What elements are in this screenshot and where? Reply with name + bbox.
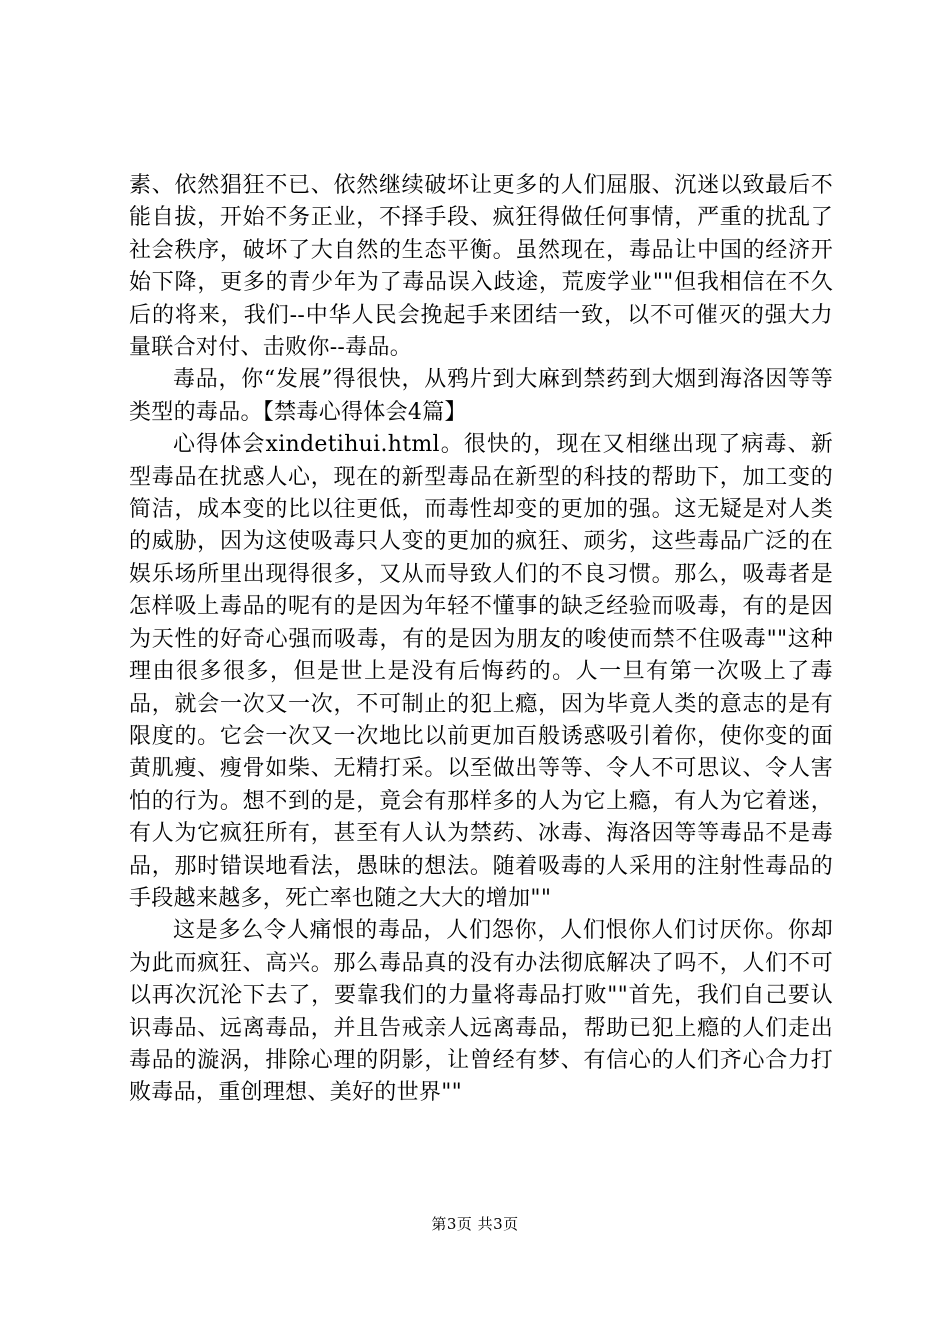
paragraph-1: 素、依然猖狂不已、依然继续破坏让更多的人们屈服、沉迷以致最后不能自拔，开始不务正业，不择手段、疯狂得做任何事情，严重的扰乱了社会秩序，破坏了大自然的生态平衡。虽然现在，毒品让中国的经济开始下降，更多的青少年为了毒品误入歧途，荒废学业""但我相信在不久后的将来，我们--中华人民会挽起手来团结一致，以不可催灭的强大力量联合对付、击败你--毒品。 xyxy=(129,173,833,361)
paragraph-4: 这是多么令人痛恨的毒品，人们怨你，人们恨你人们讨厌你。你却为此而疯狂、高兴。那么毒品真的没有办法彻底解决了吗不，人们不可以再次沉沦下去了，要靠我们的力量将毒品打败""首先，我们自己要认识毒品、远离毒品，并且告戒亲人远离毒品，帮助已犯上瘾的人们走出毒品的漩涡，排除心理的阴影，让曾经有梦、有信心的人们齐心合力打败毒品，重创理想、美好的世界"" xyxy=(129,918,833,1106)
paragraph-2: 毒品，你“发展”得很快，从鸦片到大麻到禁药到大烟到海洛因等等类型的毒品。【禁毒心得体会4篇】 xyxy=(129,367,833,425)
paragraph-3: 心得体会xindetihui.html。很快的，现在又相继出现了病毒、新型毒品在扰惑人心，现在的新型毒品在新型的科技的帮助下，加工变的简洁，成本变的比以往更低，而毒性却变的更加的强。这无疑是对人类的威胁，因为这使吸毒只人变的更加的疯狂、顽劣，这些毒品广泛的在娱乐场所里出现得很多，又从而导致人们的不良习惯。那么，吸毒者是怎样吸上毒品的呢有的是因为年轻不懂事的缺乏经验而吸毒，有的是因为天性的好奇心强而吸毒，有的是因为朋友的唆使而禁不住吸毒""这种理由很多很多，但是世上是没有后悔药的。人一旦有第一次吸上了毒品，就会一次又一次，不可制止的犯上瘾，因为毕竟人类的意志的是有限度的。它会一次又一次地比以前更加百般诱惑吸引着你，使你变的面黄肌瘦、瘦骨如柴、无精打采。以至做出等等、令人不可思议、令人害怕的行为。想不到的是，竟会有那样多的人为它上瘾，有人为它着迷，有人为它疯狂所有，甚至有人认为禁药、冰毒、海洛因等等毒品不是毒品，那时错误地看法，愚昧的想法。随着吸毒的人采用的注射性毒品的手段越来越多，死亡率也随之大大的增加"" xyxy=(129,432,833,911)
document-body xyxy=(129,170,833,1110)
page-number-footer: 第3页 共3页 xyxy=(431,1215,519,1233)
